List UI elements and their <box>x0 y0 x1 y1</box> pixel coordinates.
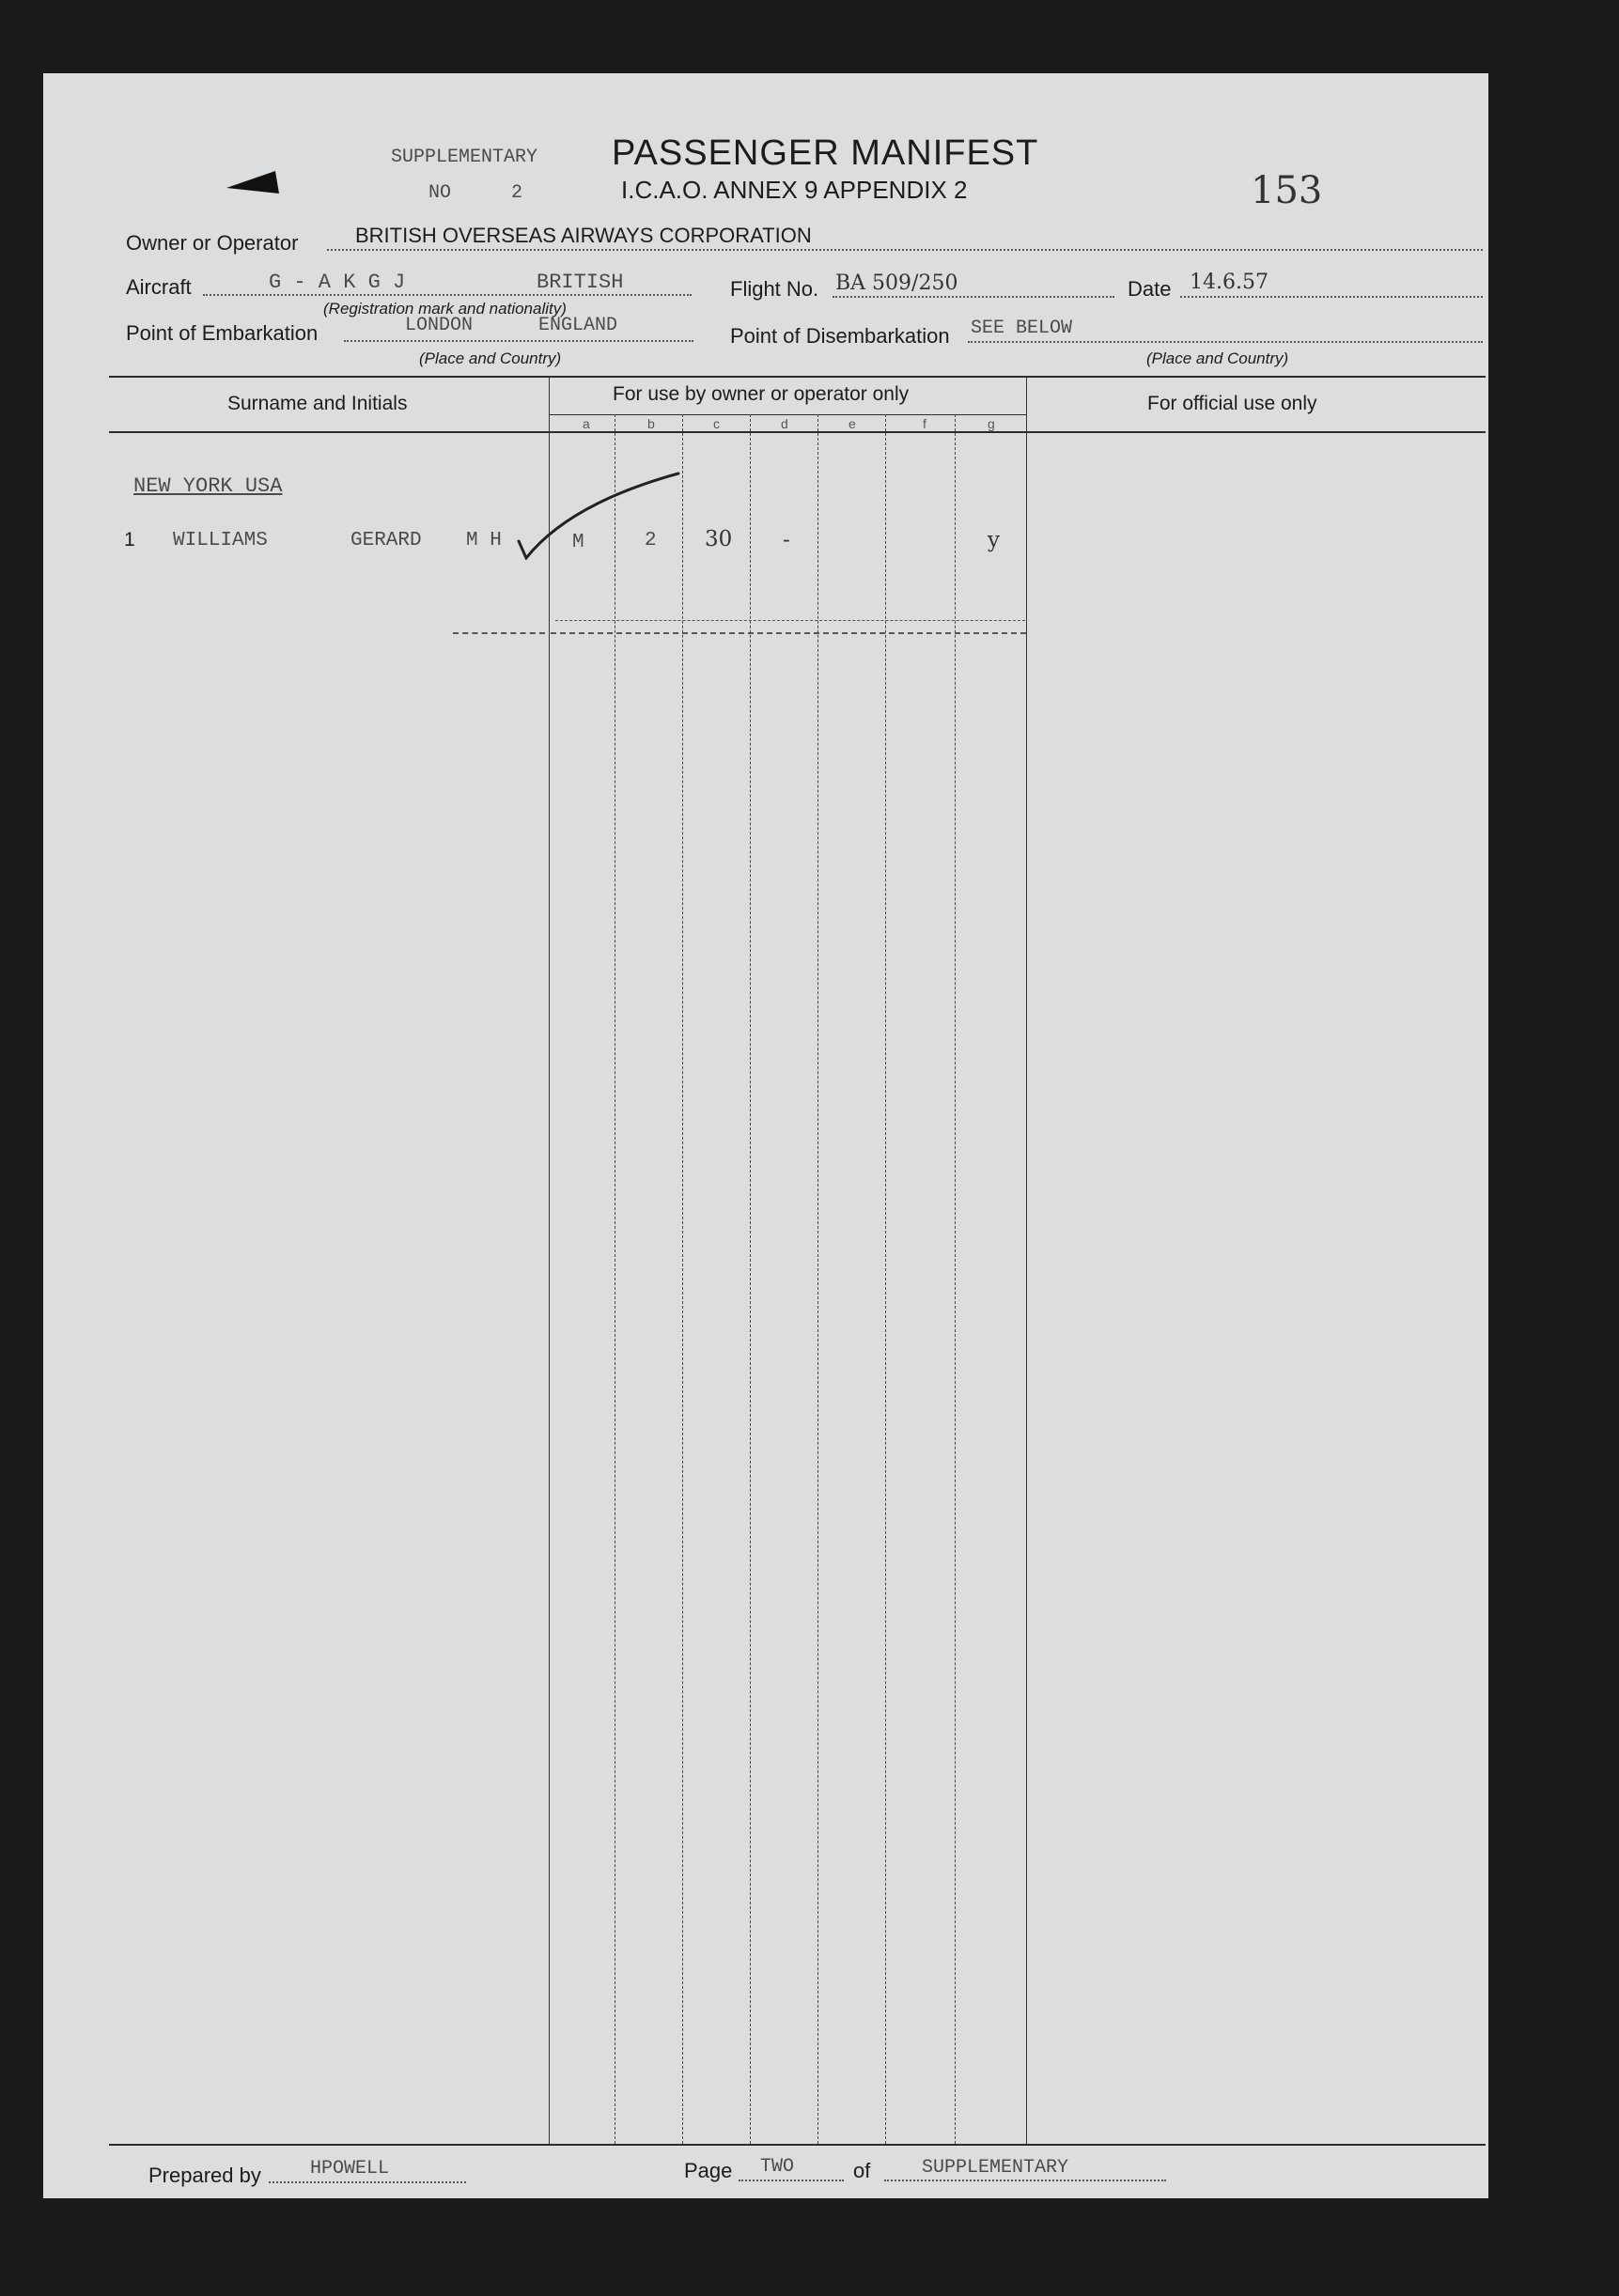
column-rule-official-start <box>1026 376 1027 2144</box>
subcolumn-a-label: a <box>583 416 590 431</box>
subcolumn-g-label: g <box>988 416 995 431</box>
column-rule-cd <box>750 414 751 2144</box>
passenger-col-b: 2 <box>645 530 657 551</box>
supplementary-number-label: NO <box>428 182 452 204</box>
footer-page-value: TWO <box>760 2156 795 2178</box>
disembarkation-sublabel: (Place and Country) <box>1146 349 1289 367</box>
supplementary-number-value: 2 <box>511 182 523 204</box>
end-of-list-dash-left <box>453 632 545 634</box>
prepared-by-value: HPOWELL <box>310 2158 390 2180</box>
aircraft-dotline <box>203 294 692 296</box>
checkmark-icon <box>513 466 682 560</box>
column-rule-bc <box>682 414 683 2144</box>
embarkation-label: Point of Embarkation <box>126 321 319 345</box>
subcolumn-f-label: f <box>923 416 926 431</box>
owner-label: Owner or Operator <box>126 231 299 255</box>
footer-rule <box>109 2144 1486 2146</box>
footer-of-dotline <box>884 2180 1166 2181</box>
subcolumn-b-label: b <box>647 416 655 431</box>
flight-value: BA 509/250 <box>835 271 958 295</box>
passenger-col-c: 30 <box>705 527 733 551</box>
footer-page-label: Page <box>684 2159 733 2182</box>
end-of-list-dash-table <box>551 632 1026 634</box>
passenger-surname: WILLIAMS <box>173 530 268 551</box>
subcolumn-c-label: c <box>713 416 720 431</box>
embarkation-country: ENGLAND <box>538 315 618 336</box>
owner-dotline <box>327 249 1483 251</box>
passenger-initials: M H <box>466 530 502 551</box>
table-top-rule <box>109 376 1486 378</box>
passenger-forename: GERARD <box>350 530 422 551</box>
passenger-col-d: - <box>783 528 790 552</box>
subcolumn-d-label: d <box>781 416 788 431</box>
annex-reference: I.C.A.O. ANNEX 9 APPENDIX 2 <box>621 176 968 204</box>
manifest-title: PASSENGER MANIFEST <box>612 133 1039 173</box>
passenger-col-g: y <box>988 528 1000 552</box>
column-operator-header: For use by owner or operator only <box>613 383 910 405</box>
corner-triangle-mark <box>226 150 283 194</box>
passenger-number: 1 <box>124 529 135 551</box>
column-rule-surname-end <box>549 376 550 2144</box>
embarkation-place: LONDON <box>405 315 474 336</box>
destination-group-heading: NEW YORK USA <box>133 474 283 498</box>
column-official-header: For official use only <box>1147 393 1317 414</box>
embarkation-dotline <box>344 340 693 342</box>
column-surname-header: Surname and Initials <box>227 393 408 414</box>
flight-label: Flight No. <box>730 277 819 301</box>
table-header-bottom-rule <box>109 431 1486 433</box>
aircraft-nationality: BRITISH <box>537 271 624 294</box>
column-rule-fg <box>955 414 956 2144</box>
aircraft-label: Aircraft <box>126 275 192 299</box>
page-number: 153 <box>1251 169 1323 212</box>
disembarkation-dotline <box>968 341 1483 343</box>
prepared-by-label: Prepared by <box>148 2164 261 2187</box>
date-value: 14.6.57 <box>1190 271 1269 294</box>
footer-of-label: of <box>853 2159 871 2182</box>
footer-page-dotline <box>739 2180 844 2181</box>
prepared-by-dotline <box>269 2181 466 2183</box>
date-label: Date <box>1128 277 1172 301</box>
supplementary-label: SUPPLEMENTARY <box>391 147 538 168</box>
flight-dotline <box>833 296 1114 298</box>
date-dotline <box>1180 296 1483 298</box>
manifest-sheet <box>43 73 1488 2198</box>
subcolumn-e-label: e <box>848 416 856 431</box>
column-rule-ef <box>885 414 886 2144</box>
aircraft-registration: G - A K G J <box>269 271 406 294</box>
disembarkation-value: SEE BELOW <box>971 318 1073 339</box>
footer-of-value: SUPPLEMENTARY <box>922 2157 1069 2179</box>
passenger-col-a: M <box>572 532 584 553</box>
end-of-list-dash-upper <box>555 620 1025 621</box>
column-rule-de <box>817 414 818 2144</box>
aircraft-sublabel: (Registration mark and nationality) <box>323 300 567 318</box>
embarkation-sublabel: (Place and Country) <box>419 349 562 367</box>
owner-value: BRITISH OVERSEAS AIRWAYS CORPORATION <box>355 224 812 247</box>
disembarkation-label: Point of Disembarkation <box>730 324 950 348</box>
